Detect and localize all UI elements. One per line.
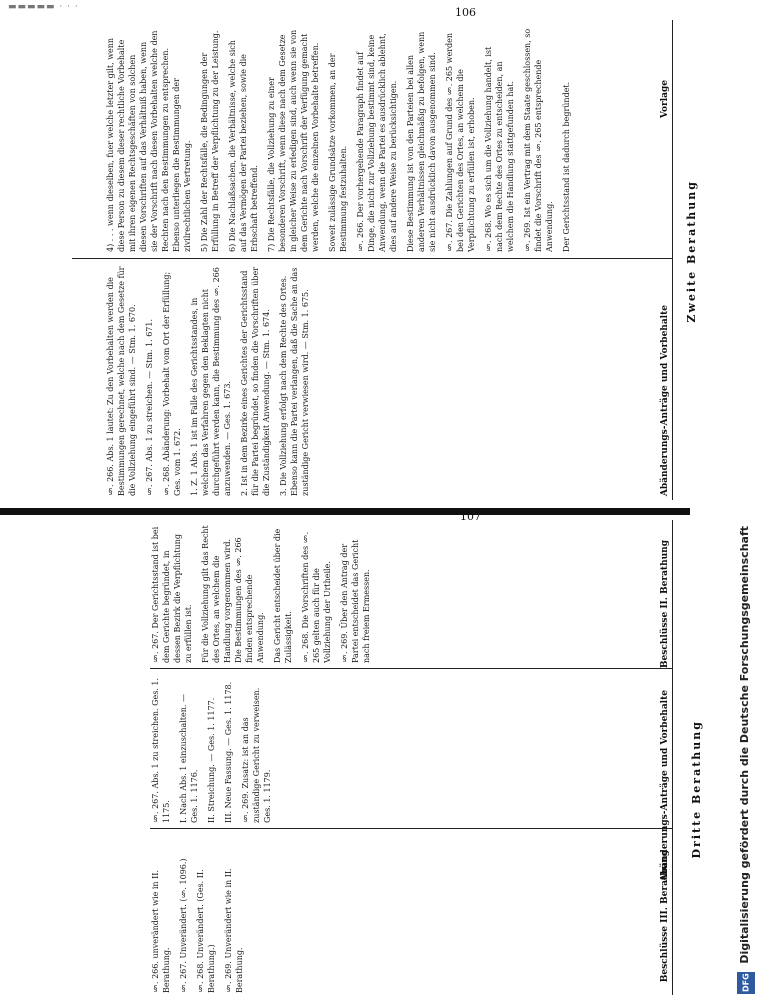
upper-left-paragraph: 4) . . . wenn dieselben, fuer welche letzter gilt, wenn diese Person zu diesem dieser rechtliche Vorbehalte mit ihren eigenen Rechtsgeschäften von solchen diesen Vorschriften auf das Verhältniß haben, wenn sie der Vorschrift nach diesen Vorbehalten welche den Rechten nach den Bestimmungen zu entsprechen. Ebenso unterliegen die Bestimmungen der zivilrechtlichen Vertretung. (106, 30, 192, 252)
lower-col3-paragraph: §. 267. Unverändert. (§. 1096.) (179, 858, 188, 993)
upper-column-divider (72, 258, 672, 259)
upper-right-paragraph: 2. Ist in dem Bezirke eines Gerichtes der Gerichtsstand für die Partei begründet, so finden die Vorschriften über die Zuständigkeit Anwendung. — Stm. 1. 674. (240, 266, 271, 496)
upper-left-paragraph: §. 269. Ist ein Vertrag mit dem Staate geschlossen, so findet die Vorschrift des §. 265 entsprechende Anwendung. (523, 28, 554, 252)
upper-left-paragraph: Diese Bestimmung ist von den Parteien bei allen anderen Verhältnissen gleichmäßig zu befolgen, wenn sie nicht ausdrücklich davon ausgenommen sind. (406, 31, 437, 252)
scan-top-mark: ▬▬▬▬▬ · · · (8, 2, 79, 12)
upper-left-column-body (105, 28, 643, 252)
lower-col2-paragraph: §. 267. Abs. 1 zu streichen. Ges. 1. 1175. (151, 677, 171, 823)
lower-col1-paragraph: Das Gericht entscheidet über die Zulässigkeit. (273, 528, 293, 663)
lower-col2-header: Abänderungs-Anträge und Vorbehalte (660, 690, 670, 882)
lower-column-divider-1 (150, 668, 672, 669)
upper-left-paragraph: 5) Die Zahl der Rechtsfälle, die Bedingungen der Erfüllung in Betreff der Verpflichtung zu der Leistung. (200, 30, 220, 252)
upper-right-paragraph: §. 267. Abs. 1 zu streichen. — Stm. 1. 671. (145, 318, 154, 496)
upper-right-column-body (105, 266, 643, 496)
lower-col2-paragraph: III. Neue Fassung. — Ges. 1. 1178. (224, 681, 233, 823)
lower-col3-paragraph: §. 269. Unverändert wie in II. Berathung. (224, 868, 244, 993)
upper-right-paragraph: 3. Die Vollziehung erfolgt nach dem Rechte des Ortes. Ebenso kann die Partei verlangen, daß die Sache an das zuständige Gericht verwiesen wird. — Stm. 1. 675. (279, 267, 310, 496)
upper-header-rule (672, 20, 673, 500)
lower-col2-body (150, 675, 642, 823)
lower-header-rule (672, 520, 673, 995)
footer-bar (731, 0, 757, 1000)
lower-col1-paragraph: §. 269. Über den Antrag der Partei entscheidet das Gericht nach freiem Ermessen. (340, 539, 371, 663)
lower-column-divider-2 (150, 828, 672, 829)
dfg-logo: DFG (737, 972, 755, 994)
upper-left-paragraph: Soweit zulässige Grundsätze vorkommen, an der Bestimmung festzuhalten. (328, 53, 348, 252)
upper-right-column-header: Abänderungs-Anträge und Vorbehalte (660, 305, 670, 497)
upper-right-paragraph: 1. Z. 1 Abs. 1 ist im Falle des Gerichtsstandes, in welchem das Verfahren gegen den Beklagten nicht durchgeführt werden kann, die Bestimmung des §. 266 anzuwenden. — Ges. 1. 673. (190, 267, 232, 496)
lower-col3-header: Beschlüsse III. Berathung (660, 850, 670, 983)
lower-col3-body (150, 835, 642, 993)
footer-funding-text: Digitalisierung gefördert durch die Deutsche Forschungsgemeinschaft (737, 526, 751, 964)
upper-page-heading: Zweite Berathung (685, 180, 698, 323)
lower-col3-paragraph: §. 266. unverändert wie in II. Berathung. (151, 870, 171, 993)
lower-page-heading: Dritte Berathung (690, 720, 703, 859)
upper-left-paragraph: §. 266. Der vorhergehende Paragraph findet auf Dinge, die nicht zur Vollziehung bestimmt sind, keine Anwendung, wenn die Partei es ausdrücklich ablehnt, dies auf andere Weise zu berücksichtigen. (356, 33, 398, 252)
lower-col3-paragraph: §. 268. Unverändert. (Ges. II. Berathung.) (196, 869, 216, 993)
upper-left-paragraph: 6) Die Nachlaßsachen, die Verhältnisse, welche sich auf das Vermögen der Partei beziehen, sowie die Erbschaft betreffend. (228, 40, 259, 252)
page-divider (0, 508, 690, 515)
upper-left-paragraph: 7) Die Rechtsfälle, die Vollziehung zu einer besonderen Vorschrift, wenn diese nach dem Gesetze in gleicher Weise zu erledigen sind, auch wenn sie von dem Gerichte nach Vorschrift der Verfügung gemacht werden, welche die einzelnen Vorbehalte betreffen. (267, 29, 320, 252)
lower-col2-paragraph: §. 269. Zusatz: ist an das zuständige Gericht zu verweisen. Ges. 1. 1179. (241, 687, 272, 823)
lower-col2-paragraph: II. Streichung. — Ges. 1. 1177. (207, 697, 216, 823)
lower-col1-paragraph: §. 268. Die Vorschriften des §. 265 gelten auch für die Vollziehung der Urtheile. (301, 531, 332, 663)
lower-col1-header: Beschlüsse II. Berathung (660, 540, 670, 669)
lower-col1-paragraph: Für die Vollziehung gilt das Recht des Ortes, an welchem die Handlung vorgenommen wird. Die Bestimmungen des §. 266 finden entsprechende Anwendung. (201, 525, 265, 663)
lower-col1-paragraph: §. 267. Der Gerichtsstand ist bei dem Gerichte begründet, in dessen Bezirk die Verpflichtung zu erfüllen ist. (151, 526, 193, 663)
lower-col1-body (150, 525, 642, 663)
lower-col2-paragraph: I. Nach Abs. 1 einzuschalten. — Ges. 1. 1176. (179, 694, 199, 823)
lower-page-number: 107 (460, 510, 481, 523)
upper-page-number: 106 (455, 6, 476, 19)
upper-left-paragraph: Der Gerichtsstand ist dadurch begründet. (562, 81, 571, 252)
upper-left-paragraph: §. 267. Die Zahlungen auf Grund des §. 265 werden bei den Gerichten des Ortes, an welchem die Verpflichtung zu erfüllen ist, erhoben. (445, 32, 476, 252)
upper-left-paragraph: §. 268. Wo es sich um die Vollziehung handelt, ist nach dem Rechte des Ortes zu entscheiden, an welchem die Handlung stattgefunden hat. (484, 46, 515, 252)
upper-left-column-header: Vorlage (660, 80, 670, 119)
upper-right-paragraph: §. 266. Abs. 1 lautet: Zu den Vorbehalten werden die Bestimmungen gerechnet, welche nach dem Gesetze für die Vollziehung eingeführt sind. — Stm. 1. 670. (106, 266, 137, 496)
upper-right-paragraph: §. 268. Abänderung: Vorbehalt vom Ort der Erfüllung; Ges. vom 1. 672. (162, 271, 182, 496)
